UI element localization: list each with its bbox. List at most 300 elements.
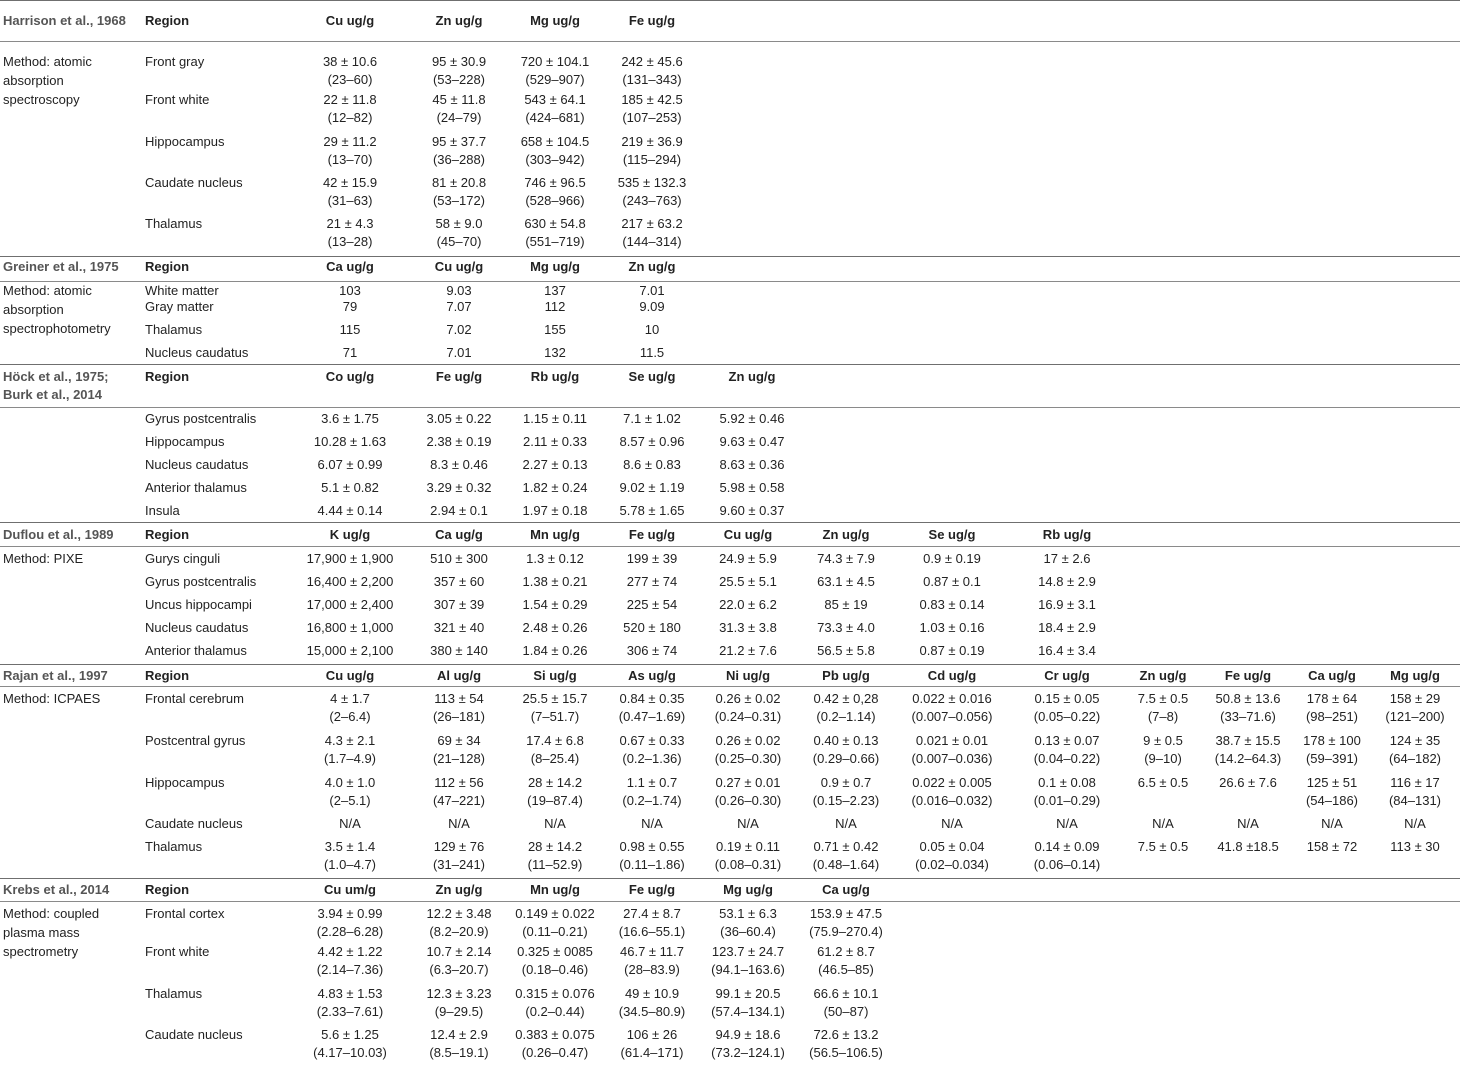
value-cell: [814, 985, 879, 1021]
mean-value: 0.84 ± 0.35: [619, 691, 685, 706]
range-value: (0.01–0.29): [1033, 793, 1101, 808]
range-value: (131–343): [622, 72, 682, 87]
mean-value: 79: [342, 299, 358, 314]
range-value: (0.2–1.74): [622, 793, 682, 808]
mean-value: 158 ± 72: [1306, 839, 1358, 854]
mean-value: 81 ± 20.8: [431, 175, 487, 190]
range-value: (528–966): [525, 193, 585, 208]
value-cell: [323, 91, 376, 127]
mean-value: N/A: [835, 816, 857, 831]
section-rule: [0, 364, 1460, 365]
value-cell: [432, 174, 486, 210]
region-label: Hippocampus: [145, 134, 225, 149]
range-value: (84–131): [1388, 793, 1442, 808]
region-label: Gray matter: [145, 299, 214, 314]
value-cell: [623, 456, 681, 474]
mean-value: 10: [644, 322, 660, 337]
value-cell: [434, 573, 485, 591]
range-value: (2.14–7.36): [316, 962, 384, 977]
column-header: Mg ug/g: [723, 882, 773, 897]
mean-value: 6.5 ± 0.5: [1137, 775, 1189, 790]
mean-value: 22 ± 11.8: [323, 92, 377, 107]
mean-value: 380 ± 140: [430, 643, 488, 658]
column-header: Mn ug/g: [530, 882, 580, 897]
mean-value: 95 ± 37.7: [431, 134, 487, 149]
value-cell: [640, 344, 664, 362]
range-value: (75.9–270.4): [809, 924, 883, 939]
value-cell: [327, 215, 374, 251]
mean-value: 321 ± 40: [433, 620, 485, 635]
header-rule: [0, 41, 1460, 42]
value-cell: [1390, 838, 1440, 856]
value-cell: [517, 943, 593, 979]
region-label: Hippocampus: [145, 434, 225, 449]
column-header: Rb ug/g: [1042, 527, 1092, 542]
mean-value: 46.7 ± 11.7: [620, 944, 684, 959]
mean-value: 153.9 ± 47.5: [809, 906, 883, 921]
mean-value: 0.98 ± 0.55: [619, 839, 685, 854]
column-header: K ug/g: [329, 527, 371, 542]
value-cell: [912, 690, 993, 726]
mean-value: 277 ± 74: [626, 574, 678, 589]
value-cell: [1215, 732, 1282, 768]
mean-value: 5.92 ± 0.46: [719, 411, 785, 426]
range-value: (16.6–55.1): [618, 924, 686, 939]
value-cell: [627, 550, 678, 568]
range-value: (56.5–106.5): [809, 1045, 883, 1060]
value-cell: [1306, 690, 1358, 726]
value-cell: [813, 732, 880, 768]
mean-value: 0.9 ± 0.7: [820, 775, 872, 790]
value-cell: [809, 1026, 883, 1062]
mean-value: 0.14 ± 0.09: [1034, 839, 1100, 854]
value-cell: [619, 905, 686, 941]
mean-value: 357 ± 60: [433, 574, 485, 589]
value-cell: [430, 642, 488, 660]
value-cell: [318, 502, 383, 520]
column-header: Mg ug/g: [1390, 668, 1440, 683]
column-header: Cu ug/g: [325, 668, 375, 683]
range-value: (551–719): [525, 234, 585, 249]
mean-value: 58 ± 9.0: [435, 216, 483, 231]
mean-value: 56.5 ± 5.8: [817, 643, 875, 658]
range-value: (0.11–1.86): [619, 857, 685, 872]
value-cell: [433, 838, 485, 874]
value-cell: [307, 573, 394, 591]
value-cell: [618, 174, 687, 210]
mean-value: 18.4 ± 2.9: [1038, 620, 1096, 635]
region-label: Thalamus: [145, 322, 203, 337]
mean-value: 3.6 ± 1.75: [321, 411, 379, 426]
mean-value: N/A: [1152, 816, 1174, 831]
value-cell: [544, 815, 566, 833]
mean-value: 520 ± 180: [623, 620, 681, 635]
mean-value: 17.4 ± 6.8: [526, 733, 584, 748]
mean-value: 21 ± 4.3: [326, 216, 374, 231]
mean-value: 219 ± 36.9: [621, 134, 683, 149]
value-cell: [817, 642, 875, 660]
mean-value: 17,000 ± 2,400: [306, 597, 394, 612]
mean-value: 1.84 ± 0.26: [522, 643, 588, 658]
header-rule: [0, 407, 1460, 408]
value-cell: [715, 732, 782, 768]
value-cell: [619, 985, 686, 1021]
mean-value: 3.05 ± 0.22: [426, 411, 492, 426]
range-value: (7–51.7): [530, 709, 580, 724]
value-cell: [436, 215, 483, 251]
region-label: Thalamus: [145, 986, 203, 1001]
value-cell: [1321, 815, 1343, 833]
value-cell: [1034, 732, 1101, 768]
value-cell: [817, 573, 875, 591]
citation-line: Rajan et al., 1997: [3, 668, 108, 683]
header-rule: [0, 546, 1460, 547]
value-cell: [737, 815, 759, 833]
range-value: (33–71.6): [1220, 709, 1276, 724]
citation-line: Krebs et al., 2014: [3, 882, 110, 897]
value-cell: [923, 573, 981, 591]
value-cell: [645, 321, 659, 339]
mean-value: 10.7 ± 2.14: [426, 944, 492, 959]
column-header: Si ug/g: [533, 668, 577, 683]
column-header-region: Region: [145, 13, 190, 28]
mean-value: N/A: [1056, 816, 1078, 831]
mean-value: 1.97 ± 0.18: [522, 503, 588, 518]
range-value: (4.17–10.03): [313, 1045, 387, 1060]
value-cell: [835, 815, 857, 833]
value-cell: [817, 550, 875, 568]
value-cell: [620, 502, 685, 520]
mean-value: 0.9 ± 0.19: [923, 551, 981, 566]
value-cell: [623, 410, 681, 428]
mean-value: 9.60 ± 0.37: [719, 503, 785, 518]
value-cell: [429, 1026, 488, 1062]
region-label: Gyrus postcentralis: [145, 574, 257, 589]
value-cell: [323, 174, 377, 210]
column-header: Al ug/g: [436, 668, 482, 683]
mean-value: 2.48 ± 0.26: [522, 620, 588, 635]
region-label: Nucleus caudatus: [145, 620, 249, 635]
value-cell: [720, 456, 785, 474]
region-label: Hippocampus: [145, 775, 225, 790]
value-cell: [1306, 774, 1358, 810]
mean-value: N/A: [448, 816, 470, 831]
value-cell: [523, 456, 588, 474]
mean-value: 0.383 ± 0.075: [515, 1027, 595, 1042]
value-cell: [446, 344, 471, 362]
value-cell: [324, 732, 376, 768]
mean-value: 155: [544, 322, 566, 337]
top-rule: [0, 0, 1460, 1]
mean-value: 26.6 ± 7.6: [1219, 775, 1277, 790]
mean-value: 4.3 ± 2.1: [324, 733, 376, 748]
value-cell: [1389, 732, 1441, 768]
mean-value: 4.0 ± 1.0: [324, 775, 376, 790]
range-value: (0.26–0.30): [714, 793, 782, 808]
mean-value: 15,000 ± 2,100: [306, 643, 394, 658]
mean-value: 42 ± 15.9: [322, 175, 378, 190]
mean-value: 66.6 ± 10.1: [813, 986, 879, 1001]
range-value: (0.02–0.034): [915, 857, 989, 872]
mean-value: 0.022 ± 0.005: [912, 775, 992, 790]
mean-value: 510 ± 300: [430, 551, 488, 566]
value-cell: [620, 479, 685, 497]
value-cell: [621, 215, 682, 251]
mean-value: 0.26 ± 0.02: [715, 691, 781, 706]
mean-value: 124 ± 35: [1389, 733, 1441, 748]
value-cell: [813, 774, 880, 810]
value-cell: [313, 1026, 387, 1062]
value-cell: [427, 479, 492, 497]
column-header: Ca ug/g: [435, 527, 483, 542]
mean-value: 178 ± 100: [1303, 733, 1361, 748]
range-value: (59–391): [1305, 751, 1359, 766]
column-header: Se ug/g: [928, 527, 976, 542]
column-header: Cu um/g: [324, 882, 376, 897]
column-header: Cu ug/g: [434, 259, 484, 274]
citation-line: Duflou et al., 1989: [3, 527, 114, 542]
range-value: (11–52.9): [527, 857, 583, 872]
mean-value: 63.1 ± 4.5: [817, 574, 875, 589]
mean-value: 3.29 ± 0.32: [426, 480, 492, 495]
mean-value: 28 ± 14.2: [527, 775, 583, 790]
value-cell: [430, 550, 488, 568]
value-cell: [1219, 774, 1277, 792]
value-cell: [433, 690, 485, 726]
mean-value: 4.83 ± 1.53: [317, 986, 383, 1001]
mean-value: 0.1 ± 0.08: [1038, 775, 1096, 790]
value-cell: [720, 502, 785, 520]
mean-value: 0.67 ± 0.33: [619, 733, 685, 748]
value-cell: [720, 433, 785, 451]
mean-value: 5.78 ± 1.65: [619, 503, 685, 518]
value-cell: [523, 502, 588, 520]
mean-value: 1.1 ± 0.7: [626, 775, 678, 790]
column-header-region: Region: [145, 259, 190, 274]
mean-value: 0.27 ± 0.01: [715, 775, 781, 790]
value-cell: [526, 550, 584, 568]
mean-value: 85 ± 19: [824, 597, 868, 612]
mean-value: 61.2 ± 8.7: [817, 944, 875, 959]
mean-value: 50.8 ± 13.6: [1215, 691, 1281, 706]
value-cell: [715, 774, 782, 810]
value-cell: [720, 479, 785, 497]
column-header: Ni ug/g: [725, 668, 771, 683]
value-cell: [521, 53, 590, 89]
mean-value: 115: [339, 322, 361, 337]
value-cell: [1038, 573, 1096, 591]
value-cell: [711, 943, 785, 979]
value-cell: [619, 690, 686, 726]
mean-value: 31.3 ± 3.8: [719, 620, 777, 635]
mean-value: 5.98 ± 0.58: [719, 480, 785, 495]
range-value: (1.0–4.7): [323, 857, 377, 872]
column-header: Pb ug/g: [822, 668, 870, 683]
range-value: (144–314): [622, 234, 682, 249]
section-rule: [0, 878, 1460, 879]
mean-value: 0.19 ± 0.11: [716, 839, 780, 854]
header-rule: [0, 281, 1460, 282]
value-cell: [523, 573, 588, 591]
value-cell: [1389, 774, 1441, 810]
citation-line: Harrison et al., 1968: [3, 13, 126, 28]
mean-value: 49 ± 10.9: [624, 986, 680, 1001]
mean-value: N/A: [1404, 816, 1426, 831]
value-cell: [323, 133, 376, 169]
range-value: (121–200): [1385, 709, 1445, 724]
column-header-region: Region: [145, 527, 190, 542]
range-value: (0.04–0.22): [1033, 751, 1101, 766]
column-header: Cr ug/g: [1044, 668, 1090, 683]
value-cell: [1138, 838, 1189, 856]
mean-value: 0.40 ± 0.13: [813, 733, 879, 748]
region-label: Frontal cerebrum: [145, 691, 244, 706]
mean-value: 8.6 ± 0.83: [623, 457, 681, 472]
value-cell: [515, 985, 594, 1021]
column-header: Fe ug/g: [628, 882, 676, 897]
value-cell: [434, 596, 485, 614]
mean-value: 103: [339, 283, 361, 298]
region-label: Postcentral gyrus: [145, 733, 246, 748]
mean-value: 12.2 ± 3.48: [426, 906, 492, 921]
range-value: (13–28): [327, 234, 373, 249]
column-header: Fe ug/g: [628, 13, 676, 28]
range-value: (13–70): [327, 152, 373, 167]
mean-value: 658 ± 104.5: [520, 134, 590, 149]
range-value: (24–79): [436, 110, 482, 125]
value-cell: [1404, 815, 1426, 833]
column-header: As ug/g: [628, 668, 676, 683]
range-value: (529–907): [525, 72, 585, 87]
value-cell: [544, 321, 566, 339]
value-cell: [621, 133, 682, 169]
column-header: Ca ug/g: [326, 259, 374, 274]
mean-value: 1.54 ± 0.29: [522, 597, 588, 612]
mean-value: 41.8 ±18.5: [1217, 839, 1279, 854]
value-cell: [1034, 690, 1101, 726]
value-cell: [1038, 642, 1096, 660]
region-label: Front white: [145, 944, 210, 959]
column-header: Zn ug/g: [628, 259, 676, 274]
value-cell: [1038, 619, 1096, 637]
region-label: Caudate nucleus: [145, 816, 243, 831]
value-cell: [526, 732, 584, 768]
value-cell: [545, 298, 566, 316]
region-label: Thalamus: [145, 216, 203, 231]
mean-value: N/A: [641, 816, 663, 831]
range-value: (2–6.4): [329, 709, 371, 724]
value-cell: [719, 550, 777, 568]
value-cell: [515, 1026, 594, 1062]
mean-value: 113 ± 30: [1390, 839, 1440, 854]
value-cell: [432, 53, 486, 89]
mean-value: 2.27 ± 0.13: [522, 457, 588, 472]
mean-value: 0.71 ± 0.42: [813, 839, 879, 854]
region-label: Uncus hippocampi: [145, 597, 252, 612]
value-cell: [307, 642, 394, 660]
mean-value: 8.3 ± 0.46: [430, 457, 488, 472]
mean-value: 5.6 ± 1.25: [321, 1027, 379, 1042]
mean-value: 1.82 ± 0.24: [522, 480, 588, 495]
method-line: spectroscopy: [3, 92, 80, 107]
mean-value: 158 ± 29: [1389, 691, 1441, 706]
mean-value: 132: [544, 345, 566, 360]
value-cell: [427, 410, 492, 428]
range-value: (53–172): [432, 193, 486, 208]
mean-value: 116 ± 17: [1390, 775, 1440, 790]
range-value: (8.5–19.1): [429, 1045, 489, 1060]
mean-value: 73.3 ± 4.0: [817, 620, 875, 635]
value-cell: [1152, 815, 1174, 833]
column-header: Fe ug/g: [435, 369, 483, 384]
column-header: Co ug/g: [325, 369, 375, 384]
value-cell: [432, 91, 485, 127]
value-cell: [1217, 838, 1278, 856]
mean-value: 306 ± 74: [626, 643, 678, 658]
mean-value: 4.44 ± 0.14: [317, 503, 383, 518]
mean-value: 14.8 ± 2.9: [1038, 574, 1096, 589]
region-label: White matter: [145, 283, 219, 298]
region-label: Gurys cinguli: [145, 551, 221, 566]
column-header: Rb ug/g: [530, 369, 580, 384]
value-cell: [433, 774, 485, 810]
mean-value: 71: [342, 345, 358, 360]
mean-value: 2.11 ± 0.33: [523, 434, 587, 449]
mean-value: 16,800 ± 1,000: [306, 620, 394, 635]
mean-value: 72.6 ± 13.2: [813, 1027, 879, 1042]
value-cell: [307, 550, 394, 568]
method-line: Method: atomic: [3, 283, 92, 298]
mean-value: 535 ± 132.3: [617, 175, 687, 190]
mean-value: 129 ± 76: [433, 839, 485, 854]
mean-value: N/A: [1237, 816, 1259, 831]
value-cell: [720, 410, 785, 428]
value-cell: [523, 479, 588, 497]
value-cell: [1034, 838, 1101, 874]
range-value: (31–241): [432, 857, 486, 872]
value-cell: [528, 838, 583, 874]
mean-value: 99.1 ± 20.5: [715, 986, 781, 1001]
range-value: (0.24–0.31): [714, 709, 782, 724]
value-cell: [719, 596, 777, 614]
value-cell: [619, 838, 685, 874]
mean-value: 199 ± 39: [626, 551, 678, 566]
value-cell: [324, 838, 376, 874]
mean-value: 3.94 ± 0.99: [317, 906, 383, 921]
value-cell: [1303, 732, 1361, 768]
range-value: (0.2–1.36): [622, 751, 682, 766]
value-cell: [521, 133, 590, 169]
mean-value: 0.13 ± 0.07: [1034, 733, 1100, 748]
range-value: (0.47–1.69): [618, 709, 686, 724]
value-cell: [523, 596, 588, 614]
value-cell: [321, 410, 379, 428]
value-cell: [524, 174, 585, 210]
mean-value: N/A: [339, 816, 361, 831]
mean-value: 25.5 ± 5.1: [719, 574, 777, 589]
range-value: (31–63): [327, 193, 373, 208]
range-value: (34.5–80.9): [618, 1004, 686, 1019]
mean-value: 9.03: [446, 283, 472, 298]
region-label: Caudate nucleus: [145, 1027, 243, 1042]
range-value: (98–251): [1305, 709, 1359, 724]
mean-value: 74.3 ± 7.9: [817, 551, 875, 566]
value-cell: [639, 298, 664, 316]
mean-value: 17,900 ± 1,900: [306, 551, 394, 566]
mean-value: 2.94 ± 0.1: [430, 503, 488, 518]
mean-value: 112: [544, 299, 566, 314]
column-header: Mn ug/g: [530, 527, 580, 542]
